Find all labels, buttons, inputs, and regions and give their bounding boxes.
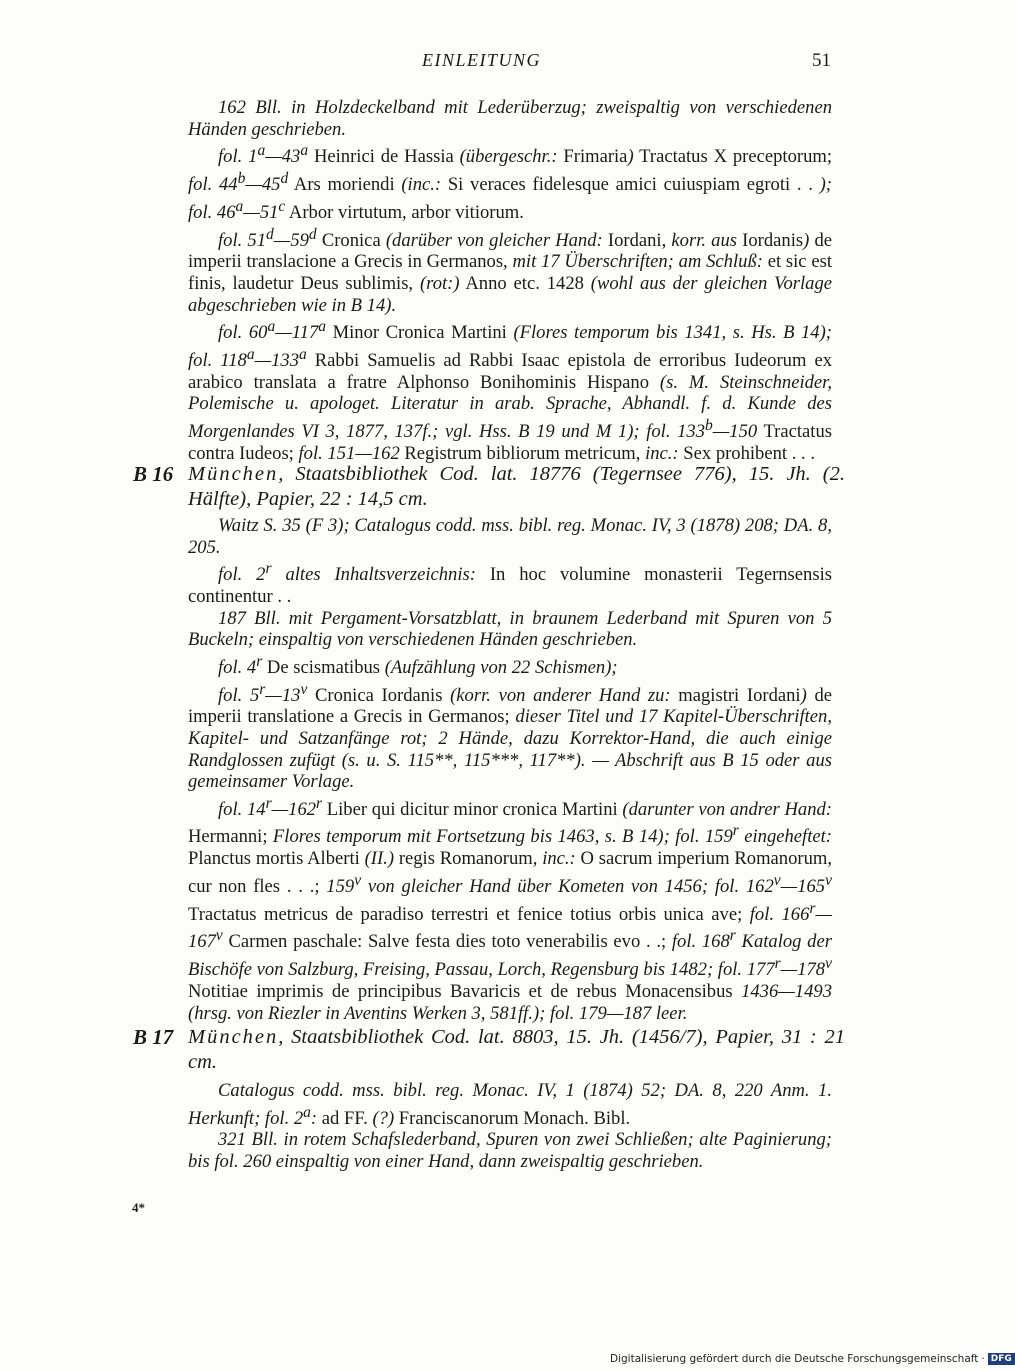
footer-text: Digitalisierung gefördert durch die Deutsche Forschungsgemeinschaft <box>610 1353 979 1365</box>
paragraph: 321 Bll. in rotem Schafslederband, Spuren von zwei Schließen; alte Paginierung; bis fol. 260 einspaltig von einer Hand, dann zweispaltig geschrieben. <box>188 1129 832 1172</box>
paragraph: 162 Bll. in Holzdeckelband mit Lederüberzug; zweispaltig von verschiedenen Händen geschrieben. <box>188 97 832 140</box>
paragraph: fol. 2$^r$ altes Inhaltsverzeichnis: In hoc volumine monasterii Tegernsensis continentur . . <box>188 560 832 607</box>
paragraph: fol. 4$^r$ De scismatibus (Aufzählung von 22 Schismen); <box>218 652 618 678</box>
paragraph: fol. 14$^r$—162$^r$ Liber qui dicitur minor cronica Martini (darunter von andrer Hand: Hermanni; Flores temporum mit Fortsetzung bis 1463, s. B 14); fol. 159$^r$ eingeheftet: Planctus mortis Alberti (II.) regis Romanorum, inc.: O sacrum imperium Romanorum, cur non fles . . .; 159$^v$ von gleicher Hand über Kometen von 1456; fol. 162$^v$—165$^v$ Tractatus metricus de paradiso terrestri et fenice totius orbis unica ave; fol. 166$^r$—167$^v$ Carmen paschale: Salve festa dies toto venerabilis evo . .; fol. 168$^r$ Katalog der Bischöfe von Salzburg, Freising, Passau, Lorch, Regensburg bis 1482; fol. 177$^r$—178$^v$ Notitiae imprimis de principibus Bavaricis et de rebus Monacensibus 1436—1493 (hrsg. von Riezler in Aventins Werken 3, 581ff.); fol. 179—187 leer. <box>188 794 832 1024</box>
entry-title: München, Staatsbibliothek Cod. lat. 18776 (Tegernsee 776), 15. Jh. (2. Hälfte), Papier, 22 : 14,5 cm. <box>188 463 845 510</box>
paragraph: Waitz S. 35 (F 3); Catalogus codd. mss. bibl. reg. Monac. IV, 3 (1878) 208; DA. 8, 205. <box>188 515 832 558</box>
footer <box>610 1353 1015 1365</box>
footer-separator: · <box>981 1353 985 1365</box>
entry-signature: B 16 <box>133 462 174 486</box>
text-block-b16 <box>188 515 832 1024</box>
text-block-b15-continuation <box>188 97 832 464</box>
paragraph: fol. 51$^d$—59$^d$ Cronica (darüber von gleicher Hand: Iordani, korr. aus Iordanis) de imperii translacione a Grecis in Germanos, mit 17 Überschriften; am Schluß: et sic est finis, laudetur Deus sublimis, (rot:) Anno etc. 1428 (wohl aus der gleichen Vorlage abgeschrieben wie in B 14). <box>188 225 833 316</box>
entry-city: München <box>188 1026 279 1048</box>
entry-heading-b16 <box>133 462 845 511</box>
page-number: 51 <box>812 50 831 71</box>
running-head <box>0 50 1000 76</box>
paragraph: fol. 5$^r$—13$^v$ Cronica Iordanis (korr. von anderer Hand zu: magistri Iordani) de imperii translatione a Grecis in Germanos; dieser Titel und 17 Kapitel-Überschriften, Kapitel- und Satzanfänge rot; 2 Hände, dazu Korrektor-Hand, die auch einige Randglossen zufügt (s. u. S. 115**, 115***, 117**). — Abschrift aus B 15 oder aus gemeinsamer Vorlage. <box>188 680 833 793</box>
entry-city: München <box>188 463 279 485</box>
running-head-title: EINLEITUNG <box>422 50 542 70</box>
dfg-logo: DFG <box>988 1353 1015 1365</box>
entry-heading-b17 <box>133 1025 845 1074</box>
signature-mark: 4* <box>132 1200 145 1215</box>
entry-title: München, Staatsbibliothek Cod. lat. 8803, 15. Jh. (1456/7), Papier, 31 : 21 cm. <box>188 1026 845 1073</box>
entry-signature: B 17 <box>133 1025 174 1049</box>
paragraph: fol. 1$^a$—43$^a$ Heinrici de Hassia (übergeschr.: Frimaria) Tractatus X preceptorum; fol. 44$^b$—45$^d$ Ars moriendi (inc.: Si veraces fidelesque amici cuiuspiam egroti . . ); fol. 46$^a$—51$^c$ Arbor virtutum, arbor vitiorum. <box>188 142 832 223</box>
paragraph: 187 Bll. mit Pergament-Vorsatzblatt, in braunem Lederband mit Spuren von 5 Buckeln; einspaltig von verschiedenen Händen geschrieben. <box>188 607 832 651</box>
paragraph: fol. 60$^a$—117$^a$ Minor Cronica Martini (Flores temporum bis 1341, s. Hs. B 14); fol. 118$^a$—133$^a$ Rabbi Samuelis ad Rabbi Isaac epistola de erroribus Iudeorum ex arabico translata a fratre Alphonso Bonihominis Hispano (s. M. Steinschneider, Polemische u. apologet. Literatur in arab. Sprache, Abhandl. f. d. Kunde des Morgenlandes VI 3, 1877, 137f.; vgl. Hss. B 19 und M 1); fol. 133$^b$—150 Tractatus contra Iudeos; fol. 151—162 Registrum bibliorum metricum, inc.: Sex prohibent . . . <box>188 318 833 464</box>
text-block-b17 <box>188 1080 832 1173</box>
paragraph: Catalogus codd. mss. bibl. reg. Monac. IV, 1 (1874) 52; DA. 8, 220 Anm. 1. Herkunft; fol. 2$^a$: ad FF. (?) Franciscanorum Monach. Bibl. <box>188 1080 832 1129</box>
